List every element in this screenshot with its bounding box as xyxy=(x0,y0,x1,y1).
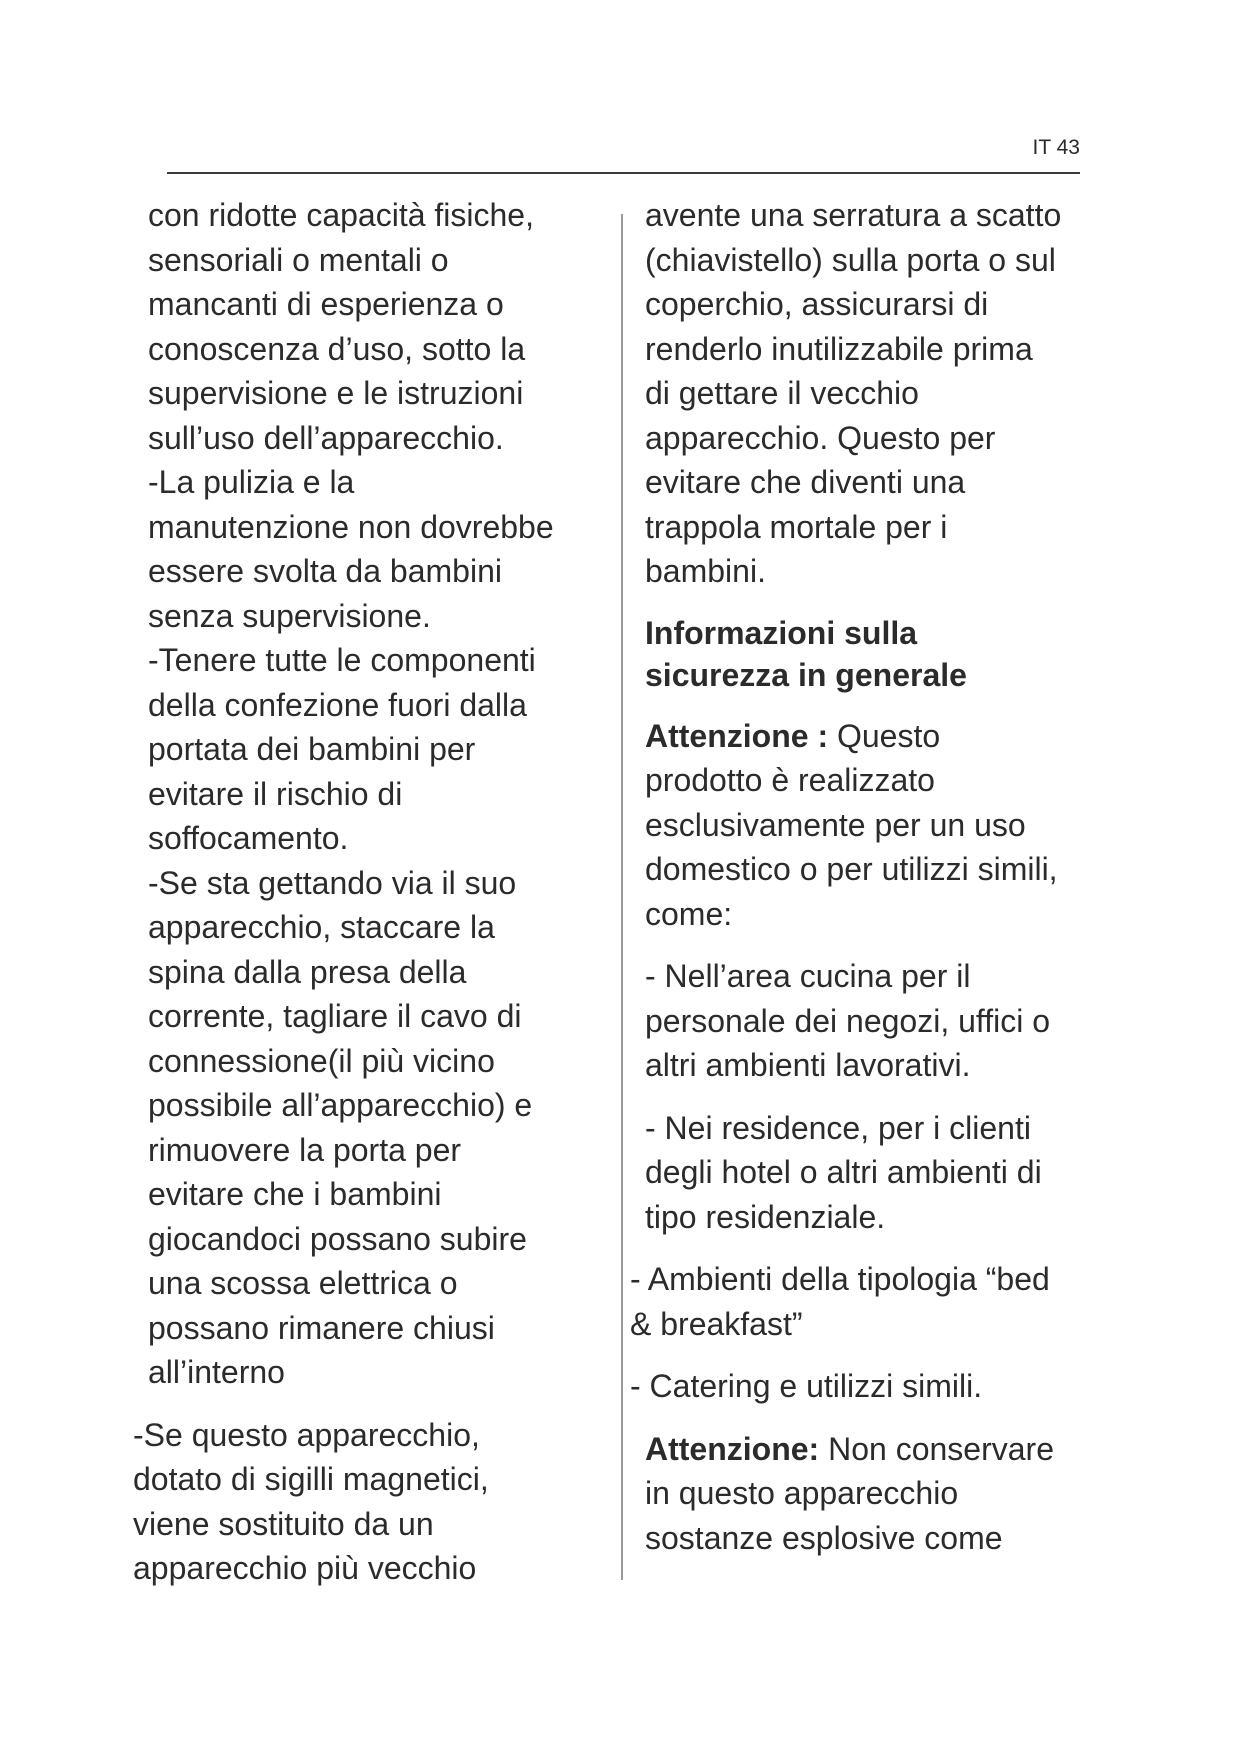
text-line: apparecchio più vecchio xyxy=(133,1550,477,1586)
left-paragraph-1 xyxy=(148,193,608,1395)
text-line: - Catering e utilizzi simili. xyxy=(630,1368,983,1404)
text-line: evitare che diventi una xyxy=(645,464,966,500)
text-line: connessione(il più vicino xyxy=(148,1042,495,1079)
text-line: giocandoci possano subire xyxy=(148,1220,527,1257)
warning-paragraph-2 xyxy=(645,1427,1105,1561)
text-line: evitare che i bambini xyxy=(148,1176,442,1212)
text-line: - Nei residence, per i clienti xyxy=(645,1109,1031,1146)
text-line: viene sostituito da un xyxy=(133,1505,434,1542)
warning-label: Attenzione: xyxy=(645,1430,820,1467)
text-line: apparecchio. Questo per xyxy=(645,419,996,456)
text-line: domestico o per utilizzi simili, xyxy=(645,851,1058,887)
text-line: avente una serratura a scatto xyxy=(645,197,1062,233)
header-rule xyxy=(167,172,1080,174)
column-divider xyxy=(621,214,623,1580)
text-line xyxy=(645,1427,1105,1472)
text-line: sull’uso dell’apparecchio. xyxy=(148,419,504,456)
text-line: mancanti di esperienza o xyxy=(148,286,504,322)
text-line: soffocamento. xyxy=(148,820,349,856)
text-line: portata dei bambini per xyxy=(148,731,476,767)
text-line: possano rimanere chiusi xyxy=(148,1309,495,1346)
list-item xyxy=(630,1257,1105,1346)
text-line: -La pulizia e la xyxy=(148,464,355,500)
text-line: - Ambienti della tipologia “bed xyxy=(630,1261,1050,1297)
text-line: bambini. xyxy=(645,553,766,589)
heading-line: Informazioni sulla xyxy=(645,614,918,651)
text-line: in questo apparecchio xyxy=(645,1475,959,1511)
text-line: (chiavistello) sulla porta o sul xyxy=(645,241,1056,278)
text-line: di gettare il vecchio xyxy=(645,375,919,411)
list-item xyxy=(645,1106,1105,1240)
text-line: della confezione fuori dalla xyxy=(148,686,527,723)
text-line: -Se questo apparecchio, xyxy=(133,1416,480,1453)
text-line: spina dalla presa della xyxy=(148,953,467,990)
text-line: - Nell’area cucina per il xyxy=(645,958,971,994)
warning-paragraph-1 xyxy=(645,714,1105,937)
text-line: dotato di sigilli magnetici, xyxy=(133,1461,489,1497)
text-line: sensoriali o mentali o xyxy=(148,241,449,278)
text-line: tipo residenziale. xyxy=(645,1198,886,1235)
text-line: essere svolta da bambini xyxy=(148,553,502,589)
text-line: degli hotel o altri ambienti di xyxy=(645,1154,1042,1190)
text-line: senza supervisione. xyxy=(148,597,431,634)
text-line: -Se sta gettando via il suo xyxy=(148,864,517,901)
text-line: con ridotte capacità fisiche, xyxy=(148,197,534,233)
text-line: possibile all’apparecchio) e xyxy=(148,1087,533,1123)
left-paragraph-2 xyxy=(133,1413,608,1591)
text-line: trappola mortale per i xyxy=(645,508,948,545)
text-line: esclusivamente per un uso xyxy=(645,806,1026,843)
text-line: altri ambienti lavorativi. xyxy=(645,1047,971,1083)
list-item xyxy=(630,1364,1105,1409)
warning-text: Non conservare xyxy=(819,1430,1054,1467)
list-item xyxy=(645,954,1105,1088)
warning-text: Questo xyxy=(828,717,941,754)
text-line: renderlo inutilizzabile prima xyxy=(645,330,1033,367)
text-line: una scossa elettrica o xyxy=(148,1265,458,1301)
right-column xyxy=(630,193,1105,1560)
text-line: prodotto è realizzato xyxy=(645,762,935,798)
text-line: & breakfast” xyxy=(630,1305,803,1342)
warning-label: Attenzione : xyxy=(645,717,829,754)
heading-line: sicurezza in generale xyxy=(645,656,967,693)
text-line: sostanze esplosive come xyxy=(645,1519,1003,1556)
left-column xyxy=(133,193,608,1591)
text-line: evitare il rischio di xyxy=(148,775,403,812)
right-paragraph-1 xyxy=(645,193,1105,594)
text-line: rimuovere la porta per xyxy=(148,1131,462,1168)
text-line: manutenzione non dovrebbe xyxy=(148,508,554,545)
text-line: -Tenere tutte le componenti xyxy=(148,642,536,678)
text-line: come: xyxy=(645,895,733,932)
text-line: personale dei negozi, uffici o xyxy=(645,1002,1051,1039)
text-line: conoscenza d’uso, sotto la xyxy=(148,330,526,367)
text-line: all’interno xyxy=(148,1354,285,1390)
page-number: IT 43 xyxy=(1032,136,1080,159)
section-heading xyxy=(645,612,1105,696)
text-line: supervisione e le istruzioni xyxy=(148,375,524,411)
text-line: coperchio, assicurarsi di xyxy=(645,286,989,322)
text-line: corrente, tagliare il cavo di xyxy=(148,998,522,1034)
text-line: apparecchio, staccare la xyxy=(148,909,495,945)
text-line xyxy=(645,714,1105,759)
